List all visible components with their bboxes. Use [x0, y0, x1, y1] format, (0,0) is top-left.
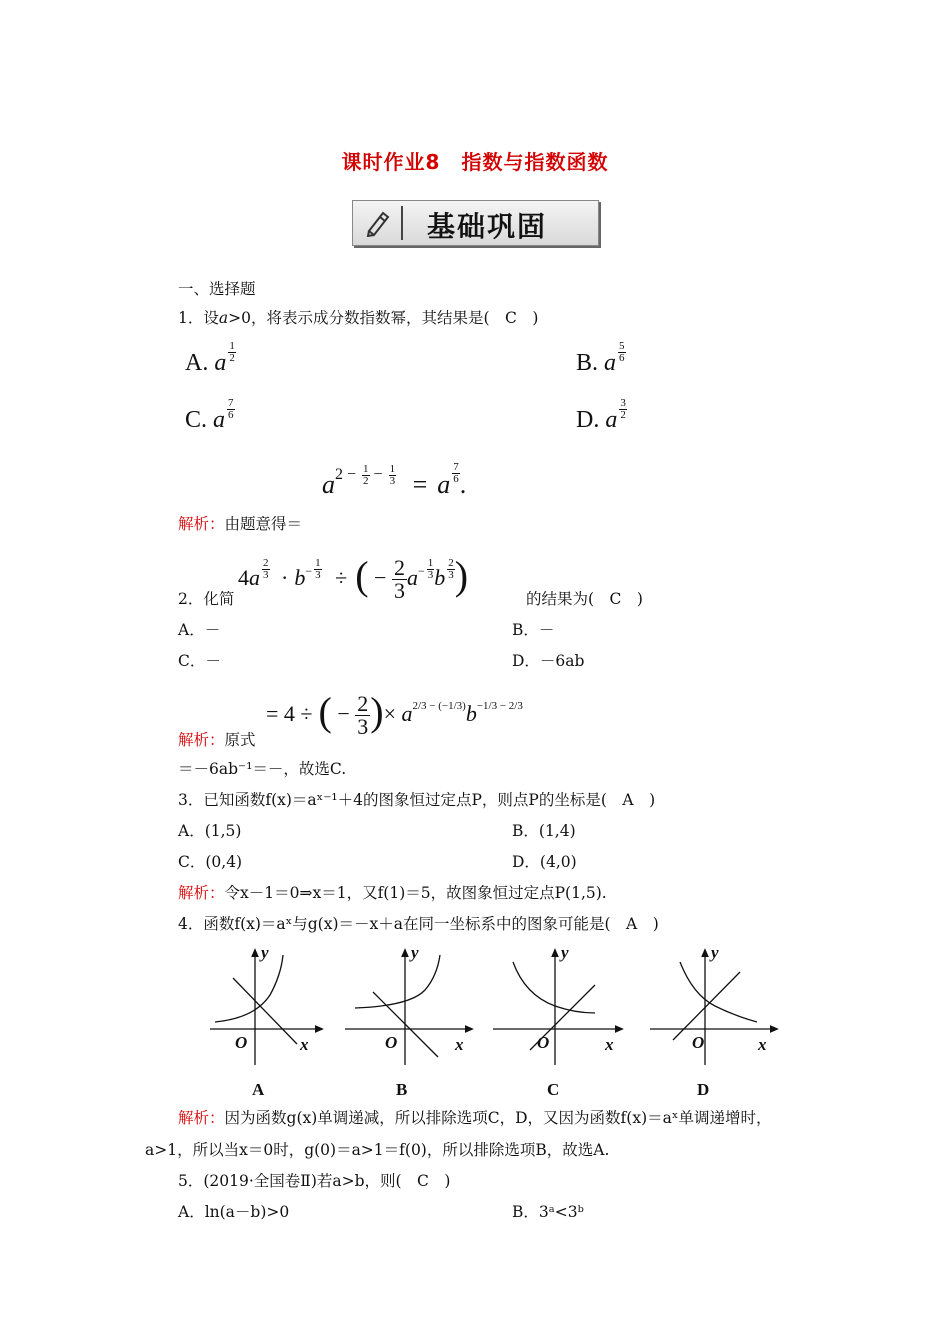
option-letter: A.	[185, 350, 209, 376]
analysis-text: 令x－1＝0⇒x＝1，又f(1)＝5，故图象恒过定点P(1,5).	[224, 884, 607, 902]
pencil-icon	[363, 207, 393, 237]
exp-den: 3	[315, 569, 321, 582]
option-letter: B.	[576, 350, 599, 376]
q3-option-d: D．(4,0)	[512, 853, 577, 871]
expr-exp-4	[447, 558, 455, 581]
option-base: a	[214, 350, 227, 376]
exp-den: 3	[427, 569, 434, 582]
q3-option-a: A．(1,5)	[178, 822, 242, 840]
exp-den: 2	[363, 474, 369, 487]
expr-lparen: (	[355, 553, 369, 598]
q2-option-c: C．－	[178, 652, 221, 670]
q4-analysis	[178, 1106, 771, 1128]
expr-exp-2	[314, 558, 322, 581]
exp-den: 6	[228, 408, 234, 421]
exp-num: 5	[619, 339, 625, 352]
q3-option-c: C．(0,4)	[178, 853, 243, 871]
exp-den: 3	[389, 474, 396, 487]
x-label: x	[758, 1035, 767, 1054]
graph-c	[493, 952, 620, 1065]
exp-num: 1	[389, 462, 396, 475]
formula-end: .	[459, 470, 467, 499]
exp-minus: −	[373, 466, 383, 483]
formula-neg: −	[337, 701, 350, 726]
q1-option-d	[576, 396, 627, 434]
formula-times: ×	[383, 701, 396, 726]
expr-b: b	[294, 565, 306, 590]
graph-caption: B	[396, 1080, 408, 1099]
q1-stem-var: a	[218, 309, 229, 327]
q2-option-b: B．－	[512, 621, 555, 639]
exponential-curve	[215, 955, 283, 1022]
graph-d	[650, 952, 775, 1065]
q1-analysis-formula	[322, 460, 467, 501]
formula-result-exponent	[452, 462, 460, 485]
graph-caption: A	[252, 1080, 265, 1099]
q2-result: ＝－6ab⁻¹＝－，故选C.	[178, 760, 347, 778]
q1-analysis	[178, 512, 302, 534]
exp-frac-2	[389, 464, 397, 487]
exp-num: 1	[427, 557, 434, 570]
option-base: a	[604, 350, 617, 376]
y-label: y	[711, 943, 719, 962]
q3-option-b: B．(1,4)	[512, 822, 576, 840]
frac-num: 2	[393, 555, 405, 581]
graph-caption: C	[547, 1080, 560, 1099]
exp-frac-1	[362, 464, 370, 487]
analysis-label: 解析：	[178, 731, 225, 749]
expr-a: a	[249, 565, 260, 590]
exp-den: 3	[448, 569, 454, 582]
formula-base: a	[322, 470, 335, 499]
y-label: y	[411, 943, 419, 962]
q5-stem: 5．(2019·全国卷Ⅱ)若a>b，则( C )	[178, 1172, 451, 1190]
formula-equals: =	[412, 470, 428, 499]
analysis-label: 解析：	[178, 884, 225, 902]
exp-num: 1	[229, 339, 235, 352]
banner-divider	[401, 206, 403, 240]
q4-analysis-line2: a>1，所以当x＝0时，g(0)＝a>1＝f(0)，所以排除选项B，故选A.	[145, 1141, 610, 1159]
q2-option-a: A．－	[178, 621, 221, 639]
y-label: y	[261, 943, 269, 962]
formula-exponent	[335, 462, 396, 487]
expr-frac	[392, 557, 407, 602]
exp-den: 2	[620, 408, 626, 421]
origin-label: O	[235, 1033, 248, 1052]
formula-frac	[355, 693, 370, 738]
option-exponent	[619, 398, 627, 421]
expr-exp-1	[262, 558, 270, 581]
analysis-label: 解析：	[178, 1109, 225, 1127]
formula-a: a	[401, 701, 413, 726]
q2-option-d: D．－6ab	[512, 652, 585, 670]
exp-num: 7	[228, 396, 234, 409]
exp-num: 1	[315, 557, 321, 570]
expr-dot: ·	[281, 565, 289, 590]
formula-b-exponent: −1/3 − 2/3	[476, 700, 523, 712]
q2-expression	[238, 548, 468, 602]
formula-eq: = 4 ÷	[266, 701, 313, 726]
q3-analysis	[178, 881, 607, 903]
q1-option-c	[185, 396, 235, 434]
analysis-text: 由题意得＝	[224, 515, 303, 533]
expr-coef: 4	[238, 565, 249, 590]
expr-divide: ÷	[335, 565, 348, 590]
exponential-curve	[355, 955, 440, 1008]
q1-option-b	[576, 339, 626, 377]
formula-result-base: a	[437, 470, 451, 499]
increasing-line	[673, 972, 740, 1040]
expr-neg: −	[374, 565, 387, 590]
option-exponent	[618, 341, 626, 364]
decay-curve	[680, 962, 757, 1022]
section-heading: 一、选择题	[178, 280, 256, 298]
exp-den: 3	[263, 569, 269, 582]
expr-a2: a	[406, 565, 418, 590]
exp-minus: −	[305, 564, 313, 578]
expr-b2: b	[434, 565, 446, 590]
origin-label: O	[385, 1033, 398, 1052]
q1-stem	[178, 306, 538, 328]
q5-option-a: A．ln(a－b)>0	[178, 1203, 290, 1221]
option-base: a	[605, 407, 618, 433]
y-label: y	[561, 943, 569, 962]
exp-minus: −	[417, 564, 425, 578]
exp-num: 2	[448, 557, 454, 570]
frac-den: 3	[357, 714, 369, 740]
exp-den: 2	[229, 351, 235, 364]
origin-label: O	[692, 1033, 705, 1052]
q3-stem: 3．已知函数f(x)＝aˣ⁻¹＋4的图象恒过定点P，则点P的坐标是( A )	[178, 791, 656, 809]
origin-label: O	[537, 1033, 550, 1052]
x-label: x	[455, 1035, 464, 1054]
section-banner	[352, 200, 599, 246]
q2-stem: 2．化简	[178, 590, 235, 608]
q1-option-a	[185, 339, 236, 377]
expr-exp-3	[427, 558, 435, 581]
q1-stem-b: >0，将表示成分数指数幂，其结果是( C )	[228, 309, 539, 327]
option-base: a	[213, 407, 226, 433]
graph-b	[345, 952, 470, 1065]
decay-curve	[513, 962, 595, 1013]
page-title: 课时作业8 指数与指数函数	[341, 150, 609, 174]
formula-lparen: (	[318, 689, 332, 734]
analysis-label: 解析：	[178, 515, 225, 533]
option-letter: D.	[576, 407, 600, 433]
expr-rparen: )	[454, 553, 469, 598]
option-exponent	[227, 398, 235, 421]
q4-graphs	[195, 940, 795, 1105]
exp-den: 6	[619, 351, 625, 364]
q2-analysis	[178, 728, 256, 750]
option-letter: C.	[185, 407, 208, 433]
exp-num: 3	[620, 396, 626, 409]
banner-text: 基础巩固	[427, 210, 548, 243]
q5-option-b: B．3ᵃ<3ᵇ	[512, 1203, 584, 1221]
x-label: x	[300, 1035, 309, 1054]
exp-num: 2	[263, 557, 269, 570]
option-exponent	[228, 341, 236, 364]
q4-stem: 4．函数f(x)＝aˣ与g(x)＝－x＋a在同一坐标系中的图象可能是( A )	[178, 915, 659, 933]
q2-analysis-formula	[266, 684, 523, 738]
analysis-text: 因为函数g(x)单调递减，所以排除选项C，D，又因为函数f(x)＝aˣ单调递增时，	[224, 1109, 772, 1127]
exp-lead: 2 −	[335, 466, 357, 483]
formula-rparen: )	[370, 689, 384, 734]
formula-a-exponent: 2/3 − (−1/3)	[412, 700, 466, 712]
graph-caption: D	[697, 1080, 710, 1099]
q1-stem-a: 1．设	[178, 309, 219, 327]
exp-num: 1	[363, 462, 369, 475]
frac-num: 2	[357, 691, 369, 717]
x-label: x	[605, 1035, 614, 1054]
q2-stem-tail: 的结果为( C )	[526, 590, 643, 608]
frac-den: 3	[393, 578, 405, 604]
exp-den: 6	[453, 472, 459, 485]
formula-b: b	[465, 701, 477, 726]
exp-num: 7	[453, 460, 459, 473]
analysis-text: 原式	[224, 731, 256, 749]
